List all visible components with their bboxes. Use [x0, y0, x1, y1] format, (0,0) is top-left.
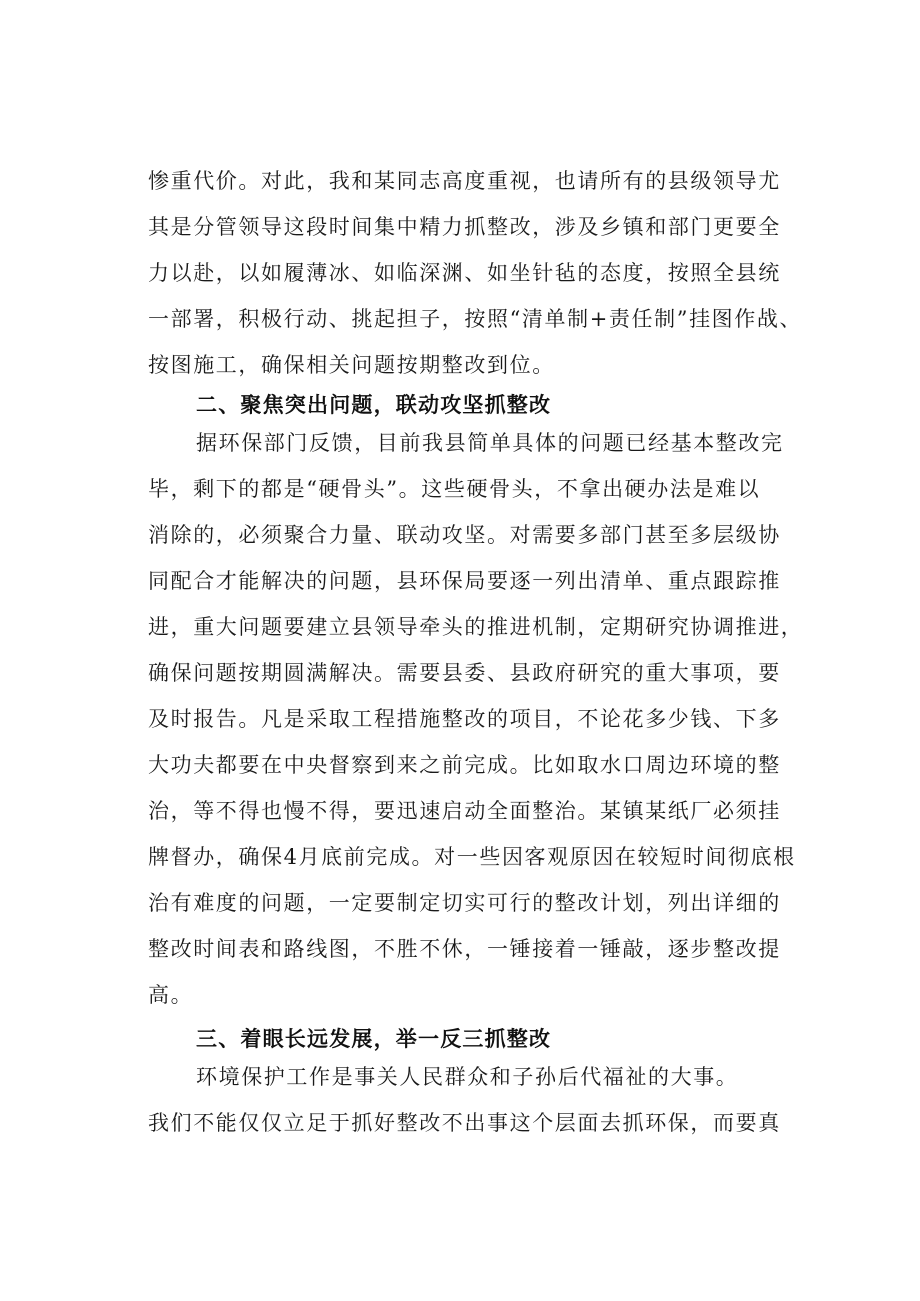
paragraph-line: 确保问题按期圆满解决。需要县委、县政府研究的重大事项，要: [148, 661, 781, 685]
paragraph-line: 据环保部门反馈，目前我县简单具体的问题已经基本整改完: [196, 431, 784, 455]
paragraph-line: 治有难度的问题，一定要制定切实可行的整改计划，列出详细的: [148, 891, 781, 915]
paragraph-line: 环境保护工作是事关人民群众和子孙后代福祉的大事。: [196, 1065, 739, 1089]
paragraph-line: 按图施工，确保相关问题按期整改到位。: [148, 353, 555, 377]
paragraph-line: 高。: [148, 983, 194, 1007]
paragraph-line: 毕，剩下的都是“硬骨头”。这些硬骨头，不拿出硬办法是难以: [148, 477, 761, 501]
heading-text: 三、着眼长远发展，举一反三抓整改: [196, 1027, 552, 1051]
heading-text: 二、聚焦突出问题，联动攻坚抓整改: [196, 393, 552, 417]
paragraph-line: 其是分管领导这段时间集中精力抓整改，涉及乡镇和部门更要全: [148, 215, 781, 239]
paragraph-line: 大功夫都要在中央督察到来之前完成。比如取水口周边环境的整: [148, 753, 781, 777]
paragraph-line: 牌督办，确保4月底前完成。对一些因客观原因在较短时间彻底根: [148, 845, 796, 869]
paragraph-line: 及时报告。凡是采取工程措施整改的项目，不论花多少钱、下多: [148, 707, 781, 731]
paragraph-line: 消除的，必须聚合力量、联动攻坚。对需要多部门甚至多层级协: [148, 523, 781, 547]
paragraph-line: 治，等不得也慢不得，要迅速启动全面整治。某镇某纸厂必须挂: [148, 799, 781, 823]
paragraph-line: 我们不能仅仅立足于抓好整改不出事这个层面去抓环保，而要真: [148, 1111, 781, 1135]
paragraph-line: 进，重大问题要建立县领导牵头的推进机制，定期研究协调推进，: [148, 615, 804, 639]
paragraph-line: 一部署，积极行动、挑起担子，按照“清单制+责任制”挂图作战、: [148, 307, 803, 331]
paragraph-line: 惨重代价。对此，我和某同志高度重视，也请所有的县级领导尤: [148, 169, 781, 193]
paragraph-line: 同配合才能解决的问题，县环保局要逐一列出清单、重点跟踪推: [148, 569, 781, 593]
paragraph-line: 力以赴，以如履薄冰、如临深渊、如坐针毡的态度，按照全县统: [148, 261, 781, 285]
paragraph-line: 整改时间表和路线图，不胜不休，一锤接着一锤敲，逐步整改提: [148, 937, 781, 961]
